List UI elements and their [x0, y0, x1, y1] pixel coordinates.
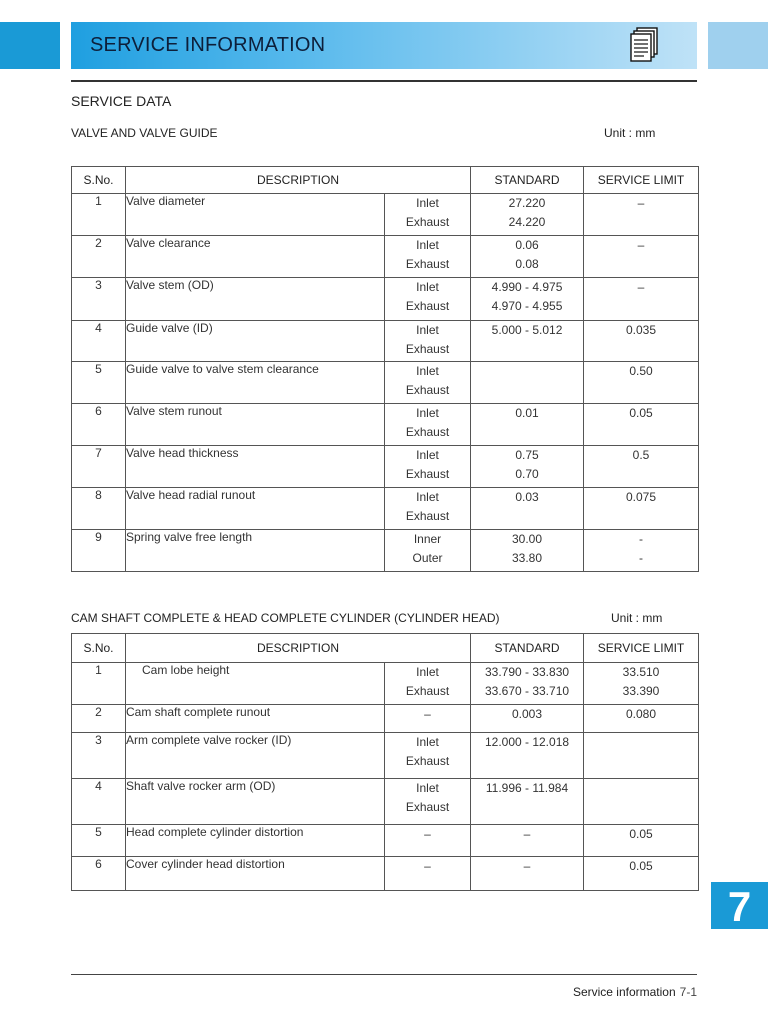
- cell-value: Inlet: [416, 735, 439, 749]
- cell-description: Valve head thickness: [126, 446, 385, 488]
- cell-value: Exhaust: [405, 257, 450, 271]
- cell-service-limit: [584, 488, 699, 530]
- cell-value: 0.080: [626, 707, 657, 721]
- cell-side: [385, 733, 471, 779]
- cell-description: Valve diameter: [126, 194, 385, 236]
- cell-description: Valve head radial runout: [126, 488, 385, 530]
- table-row: [72, 321, 699, 362]
- cell-value: –: [424, 827, 431, 841]
- cell-standard: [471, 857, 584, 891]
- cell-sno: 7: [72, 446, 126, 488]
- cell-value: Inlet: [416, 665, 439, 679]
- cell-value: 24.220: [508, 215, 546, 229]
- cell-value: –: [637, 196, 645, 210]
- cell-service-limit: [584, 446, 699, 488]
- cell-value: Exhaust: [405, 509, 450, 523]
- cell-side: [385, 857, 471, 891]
- cell-value: Inlet: [416, 406, 439, 420]
- cell-sno: 1: [72, 194, 126, 236]
- cell-description: Guide valve to valve stem clearance: [126, 362, 385, 404]
- cell-value: 0.70: [515, 467, 539, 481]
- cell-value: 0.075: [626, 490, 657, 504]
- cell-service-limit: [584, 663, 699, 705]
- cell-value: 0.05: [629, 827, 653, 841]
- cell-value: 33.790 - 33.830: [484, 665, 570, 679]
- table-row: [72, 278, 699, 321]
- table-header-row: [72, 634, 699, 663]
- cell-sno: 2: [72, 705, 126, 733]
- cell-value: 0.5: [632, 448, 650, 462]
- cell-value: 0.75: [515, 448, 539, 462]
- table-row: [72, 733, 699, 779]
- table-row: [72, 663, 699, 705]
- cell-standard: [471, 733, 584, 779]
- cell-side: [385, 404, 471, 446]
- cell-side: [385, 278, 471, 321]
- column-header-standard: STANDARD: [471, 167, 584, 194]
- table-row: [72, 779, 699, 825]
- cell-service-limit: [584, 321, 699, 362]
- cell-standard: [471, 446, 584, 488]
- footer-divider: [71, 974, 697, 975]
- cell-side: [385, 321, 471, 362]
- cell-value: Exhaust: [405, 215, 450, 229]
- cell-sno: 6: [72, 404, 126, 446]
- cell-standard: [471, 278, 584, 321]
- cell-standard: [471, 705, 584, 733]
- cell-value: Inlet: [416, 781, 439, 795]
- cell-sno: 6: [72, 857, 126, 891]
- cell-value: 0.50: [629, 364, 653, 378]
- camshaft-section-title: CAM SHAFT COMPLETE & HEAD COMPLETE CYLINDER (CYLINDER HEAD): [71, 611, 500, 625]
- cell-standard: [471, 194, 584, 236]
- cell-value: 33.80: [512, 551, 543, 565]
- cell-description: Valve clearance: [126, 236, 385, 278]
- column-header-service-limit: SERVICE LIMIT: [584, 634, 699, 663]
- table-header-row: [72, 167, 699, 194]
- section-heading: SERVICE DATA: [71, 93, 172, 109]
- page-number: 7-1: [679, 985, 697, 999]
- valve-table: [71, 166, 699, 572]
- cell-value: 30.00: [512, 532, 543, 546]
- cell-value: –: [637, 280, 645, 294]
- cell-value: Inlet: [416, 280, 439, 294]
- cell-value: Inlet: [416, 364, 439, 378]
- cell-value: 4.970 - 4.955: [491, 299, 563, 313]
- header-right-tab: [708, 22, 768, 69]
- cell-value: 33.510: [622, 665, 660, 679]
- column-header-sno: S.No.: [72, 634, 126, 663]
- cell-value: Exhaust: [405, 383, 450, 397]
- cell-side: [385, 488, 471, 530]
- cell-value: -: [639, 551, 644, 565]
- cell-sno: 3: [72, 278, 126, 321]
- cell-sno: 9: [72, 530, 126, 572]
- cell-description: Shaft valve rocker arm (OD): [126, 779, 385, 825]
- cell-value: Exhaust: [405, 800, 450, 814]
- cell-service-limit: [584, 705, 699, 733]
- cell-service-limit: [584, 194, 699, 236]
- table-row: [72, 488, 699, 530]
- cell-description: Guide valve (ID): [126, 321, 385, 362]
- cell-sno: 8: [72, 488, 126, 530]
- page-title: SERVICE INFORMATION: [90, 34, 326, 56]
- cell-value: 0.05: [629, 859, 653, 873]
- cell-service-limit: [584, 733, 699, 779]
- cell-value: 5.000 - 5.012: [491, 323, 563, 337]
- cell-service-limit: [584, 825, 699, 857]
- cell-value: 27.220: [508, 196, 546, 210]
- cell-side: [385, 362, 471, 404]
- cell-standard: [471, 404, 584, 446]
- chapter-number: 7: [727, 883, 752, 930]
- cell-value: –: [424, 707, 431, 721]
- cell-value: –: [637, 238, 645, 252]
- cell-sno: 1: [72, 663, 126, 705]
- cell-description: Valve stem (OD): [126, 278, 385, 321]
- cell-value: Inner: [413, 532, 442, 546]
- cell-side: [385, 779, 471, 825]
- column-header-description: DESCRIPTION: [126, 167, 471, 194]
- cell-description: Head complete cylinder distortion: [126, 825, 385, 857]
- cell-side: [385, 530, 471, 572]
- cell-value: 0.05: [629, 406, 653, 420]
- chapter-tab: [711, 882, 768, 929]
- cell-description: Spring valve free length: [126, 530, 385, 572]
- cell-value: 4.990 - 4.975: [491, 280, 563, 294]
- cell-value: 12.000 - 12.018: [484, 735, 570, 749]
- valve-section-title: VALVE AND VALVE GUIDE: [71, 126, 218, 140]
- table-row: [72, 705, 699, 733]
- cell-service-limit: [584, 278, 699, 321]
- cell-value: 0.08: [515, 257, 539, 271]
- cell-standard: [471, 236, 584, 278]
- column-header-description: DESCRIPTION: [126, 634, 471, 663]
- cell-side: [385, 236, 471, 278]
- cell-sno: 4: [72, 779, 126, 825]
- header-left-tab: [0, 22, 60, 69]
- header-banner: [71, 22, 697, 69]
- cell-standard: [471, 488, 584, 530]
- cell-value: –: [424, 859, 431, 873]
- table-row: [72, 194, 699, 236]
- document-stack-icon: [629, 27, 659, 63]
- cell-value: Inlet: [416, 490, 439, 504]
- cell-value: 0.035: [626, 323, 657, 337]
- cell-value: Exhaust: [405, 467, 450, 481]
- cell-value: Exhaust: [405, 342, 450, 356]
- cell-standard: [471, 825, 584, 857]
- cell-side: [385, 705, 471, 733]
- column-header-service-limit: SERVICE LIMIT: [584, 167, 699, 194]
- cell-service-limit: [584, 404, 699, 446]
- cell-sno: 2: [72, 236, 126, 278]
- cell-sno: 5: [72, 362, 126, 404]
- camshaft-table: [71, 633, 699, 891]
- table-row: [72, 857, 699, 891]
- table-row: [72, 362, 699, 404]
- cell-value: Exhaust: [405, 299, 450, 313]
- cell-value: –: [523, 827, 531, 841]
- cell-value: 0.06: [515, 238, 539, 252]
- cell-value: Exhaust: [405, 425, 450, 439]
- table-row: [72, 530, 699, 572]
- cell-value: Outer: [412, 551, 443, 565]
- cell-sno: 5: [72, 825, 126, 857]
- cell-side: [385, 825, 471, 857]
- column-header-standard: STANDARD: [471, 634, 584, 663]
- cell-service-limit: [584, 362, 699, 404]
- cell-value: Exhaust: [405, 684, 450, 698]
- cell-value: –: [523, 859, 531, 873]
- cell-value: Inlet: [416, 448, 439, 462]
- table-row: [72, 446, 699, 488]
- cell-standard: [471, 663, 584, 705]
- header-divider: [71, 80, 697, 82]
- cell-description: Cam lobe height: [126, 663, 385, 705]
- cell-service-limit: [584, 530, 699, 572]
- cell-value: Inlet: [416, 196, 439, 210]
- cell-value: Inlet: [416, 323, 439, 337]
- cell-description: Valve stem runout: [126, 404, 385, 446]
- cell-sno: 4: [72, 321, 126, 362]
- cell-value: 33.390: [622, 684, 660, 698]
- camshaft-section-unit: Unit : mm: [611, 611, 663, 625]
- table-row: [72, 236, 699, 278]
- cell-side: [385, 663, 471, 705]
- cell-description: Arm complete valve rocker (ID): [126, 733, 385, 779]
- cell-value: 11.996 - 11.984: [485, 781, 569, 795]
- cell-service-limit: [584, 236, 699, 278]
- table-row: [72, 404, 699, 446]
- cell-value: 0.01: [515, 406, 539, 420]
- cell-side: [385, 194, 471, 236]
- cell-standard: [471, 362, 584, 404]
- table-row: [72, 825, 699, 857]
- cell-standard: [471, 530, 584, 572]
- cell-service-limit: [584, 857, 699, 891]
- footer-label: Service information: [572, 985, 676, 999]
- cell-description: Cam shaft complete runout: [126, 705, 385, 733]
- cell-value: -: [639, 532, 644, 546]
- cell-side: [385, 446, 471, 488]
- column-header-sno: S.No.: [72, 167, 126, 194]
- cell-standard: [471, 321, 584, 362]
- cell-value: 33.670 - 33.710: [484, 684, 570, 698]
- cell-description: Cover cylinder head distortion: [126, 857, 385, 891]
- footer: [573, 985, 697, 999]
- cell-value: Inlet: [416, 238, 439, 252]
- cell-value: Exhaust: [405, 754, 450, 768]
- cell-value: 0.03: [515, 490, 539, 504]
- cell-service-limit: [584, 779, 699, 825]
- cell-sno: 3: [72, 733, 126, 779]
- cell-standard: [471, 779, 584, 825]
- valve-section-unit: Unit : mm: [604, 126, 656, 140]
- cell-value: 0.003: [512, 707, 543, 721]
